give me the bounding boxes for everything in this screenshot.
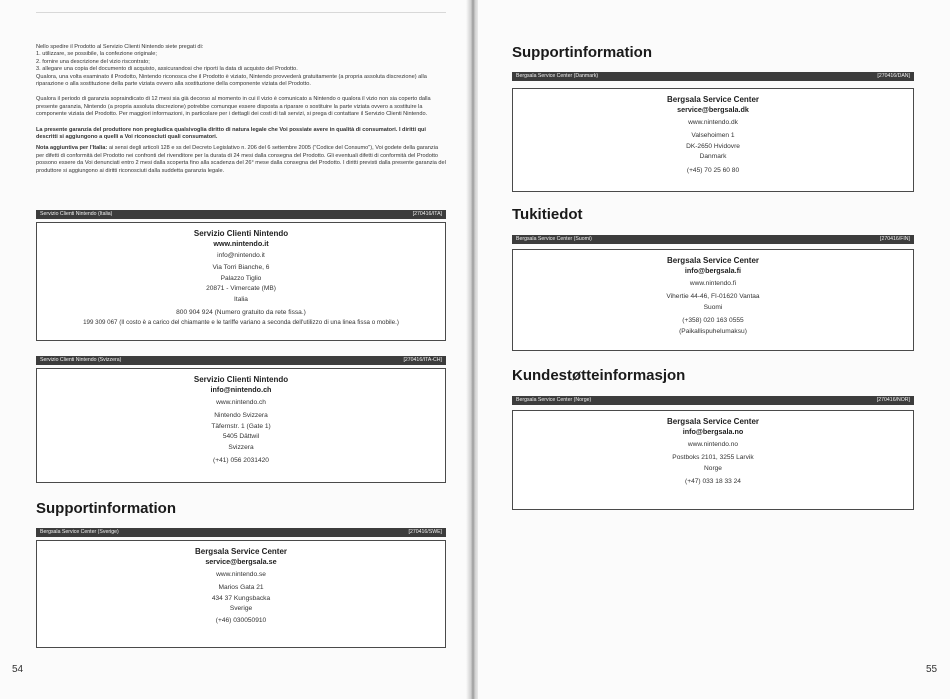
contact-email[interactable]: info@nintendo.it — [217, 252, 265, 259]
support-heading-denmark: Supportinformation — [512, 44, 652, 61]
warranty-text — [36, 44, 446, 179]
intro-line: Nello spedire il Prodotto al Servizio Clienti Nintendo siete pregati di: — [36, 44, 204, 50]
bar-label: Bergsala Service Center (Danmark) — [516, 73, 599, 79]
contact-address: Vihertie 44-46, FI-01620 Vantaa — [666, 293, 760, 301]
contact-website[interactable]: www.nintendo.fi — [689, 280, 737, 287]
bar-code: [270416/NOR] — [876, 397, 910, 403]
contact-name: Servizio Clienti Nintendo — [193, 229, 289, 238]
contact-phone: (+41) 056 2031420 — [213, 457, 269, 465]
intro-line: Qualora, una volta esaminato il Prodotto, Nintendo riconosca che il Prodotto è viziato, Nintendo provvederà gratuitamente (a propria assoluta discrezione) alla riparazione o alla sostituzione della parte viziata ovvero alla sostituzione della componente viziata del Prodotto. — [36, 73, 427, 88]
left-page — [0, 0, 470, 699]
italy-note-paragraph — [36, 145, 446, 175]
contact-address: Italia — [234, 295, 248, 303]
contact-address: Postboks 2101, 3255 Larvik — [672, 454, 754, 462]
intro-item: 3. allegare una copia del documento di acquisto, assicurandosi che riporti la data di acquisto del Prodotto. — [36, 66, 298, 73]
top-rule — [36, 12, 446, 13]
bar-label: Bergsala Service Center (Sverige) — [40, 529, 119, 535]
bar-label: Servizio Clienti Nintendo (Italia) — [40, 211, 113, 217]
denmark-section-bar — [512, 72, 914, 81]
sweden-contact-box — [36, 540, 446, 648]
contact-name: Bergsala Service Center — [666, 256, 760, 265]
consumer-rights-paragraph: La presente garanzia del produttore non pregiudica qualsivoglia diritto di natura legale che Voi possiate avere in qualità di consumatori. I diritti qui descritti si aggiungono a quelli a Voi riconosciuti quali consumatori. — [36, 126, 426, 141]
contact-phone: 199 309 067 (Il costo è a carico del chiamante e le tariffe variano a seconda dell'utilizzo di una linea fissa o mobile.) — [83, 319, 399, 327]
support-heading-norway: Kundestøtteinformasjon — [512, 367, 686, 384]
contact-name: Bergsala Service Center — [194, 547, 288, 556]
italy-section-bar — [36, 210, 446, 219]
italy-note-label: Nota aggiuntiva per l'Italia: — [36, 145, 108, 152]
right-page — [478, 0, 950, 699]
contact-phone: (+46) 030050910 — [215, 616, 267, 624]
contact-name: Bergsala Service Center — [666, 95, 760, 104]
warranty-paragraph: Qualora il periodo di garanzia sopraindicato di 12 mesi sia già decorso al momento in cui il vizio è comunicato a Nintendo o qualora il vizio non sia coperto dalla presente garanzia, Nintendo (a propria assoluta discrezione) potrebbe comunque essere disposta a riparare o sostituire la parte viziata ovvero a sostituire la componente viziata del Prodotto. Per maggiori informazioni, in particolare per i dettagli dei costi di tali servizi, si prega di contattare il Servizio Clienti Nintendo. — [36, 96, 431, 118]
contact-address: Danmark — [699, 153, 727, 161]
contact-website[interactable]: www.nintendo.se — [216, 571, 266, 578]
contact-address: 20871 - Vimercate (MB) — [206, 285, 276, 293]
contact-email[interactable]: info@bergsala.fi — [684, 266, 742, 275]
bar-label: Bergsala Service Center (Suomi) — [516, 236, 592, 242]
page-number: 55 — [926, 664, 938, 675]
contact-phone-note: (Paikallispuhelumaksu) — [679, 327, 747, 335]
support-heading-sweden: Supportinformation — [36, 500, 176, 517]
contact-name: Bergsala Service Center — [666, 417, 760, 426]
contact-email[interactable]: info@bergsala.no — [682, 427, 744, 436]
contact-phone: 800 904 924 (Numero gratuito da rete fissa.) — [176, 309, 306, 317]
contact-email[interactable]: service@bergsala.se — [205, 557, 277, 566]
finland-section-bar — [512, 235, 914, 244]
denmark-contact-box — [512, 88, 914, 192]
contact-address: DK-2650 Hvidovre — [686, 142, 740, 150]
switzerland-contact-box — [36, 368, 446, 483]
bar-label: Servizio Clienti Nintendo (Svizzera) — [40, 357, 122, 363]
italy-contact-box — [36, 222, 446, 341]
bar-code: [270416/FIN] — [880, 236, 910, 242]
switzerland-section-bar — [36, 356, 446, 365]
bar-code: [270416/DAN] — [877, 73, 910, 79]
contact-phone: (+358) 020 163 0555 — [682, 317, 744, 325]
contact-address: Valsehoimen 1 — [691, 132, 735, 140]
support-heading-finland: Tukitiedot — [512, 206, 583, 223]
contact-address: 5405 Dättwil — [222, 433, 260, 441]
intro-item: 1. utilizzare, se possibile, la confezione originale; — [36, 51, 157, 58]
contact-website[interactable]: www.nintendo.it — [213, 239, 269, 248]
contact-address: Sverige — [229, 605, 253, 613]
contact-address: Svizzera — [228, 443, 254, 451]
bar-label: Bergsala Service Center (Norge) — [516, 397, 592, 403]
contact-address: Via Torri Bianche, 6 — [212, 264, 270, 272]
bar-code: [270416/ITA-CH] — [403, 357, 442, 363]
norway-contact-box — [512, 410, 914, 510]
contact-address: Marios Gata 21 — [218, 584, 264, 592]
intro-item: 2. fornire una descrizione del vizio riscontrato; — [36, 58, 150, 65]
page-number: 54 — [12, 664, 24, 675]
contact-website[interactable]: www.nintendo.ch — [216, 399, 266, 406]
bar-code: [270416/SWE] — [408, 529, 442, 535]
contact-address: Nintendo Svizzera — [214, 412, 268, 420]
italy-note-text: ai sensi degli articoli 128 e ss del Decreto Legislativo n. 206 del 6 settembre 2005 ("Codice del Consumo"), Voi godete della garanzia per difetti di conformità del Prodotto nei confronti del rivenditore per la durata di 24 mesi dalla consegna del Prodotto. Gli eventuali difetti di conformità del Prodotto possono essere da Voi denunciati entro 2 mesi dalla scoperta fino alla scadenza del 26° mese dalla consegna del Prodotto. I diritti previsti dalla presente garanzia del produttore si aggiungono ai diritti riconosciuti dalla suddetta garanzia legale. — [36, 145, 446, 174]
norway-section-bar — [512, 396, 914, 405]
contact-address: 434 37 Kungsbacka — [211, 594, 271, 602]
contact-phone: (+47) 033 18 33 24 — [685, 478, 741, 486]
contact-website[interactable]: www.nintendo.no — [687, 441, 739, 448]
warranty-paragraph — [36, 44, 446, 88]
contact-phone: (+45) 70 25 60 80 — [686, 166, 740, 174]
contact-address: Täfernstr. 1 (Gate 1) — [211, 422, 271, 430]
contact-website[interactable]: www.nintendo.dk — [688, 119, 738, 126]
sweden-section-bar — [36, 528, 446, 537]
contact-email[interactable]: service@bergsala.dk — [677, 105, 749, 114]
contact-email[interactable]: info@nintendo.ch — [210, 385, 272, 394]
contact-address: Suomi — [703, 303, 723, 311]
bar-code: [270416/ITA] — [412, 211, 442, 217]
finland-contact-box — [512, 249, 914, 351]
contact-address: Palazzo Tiglio — [220, 274, 262, 282]
contact-name: Servizio Clienti Nintendo — [193, 375, 289, 384]
contact-address: Norge — [704, 464, 722, 472]
